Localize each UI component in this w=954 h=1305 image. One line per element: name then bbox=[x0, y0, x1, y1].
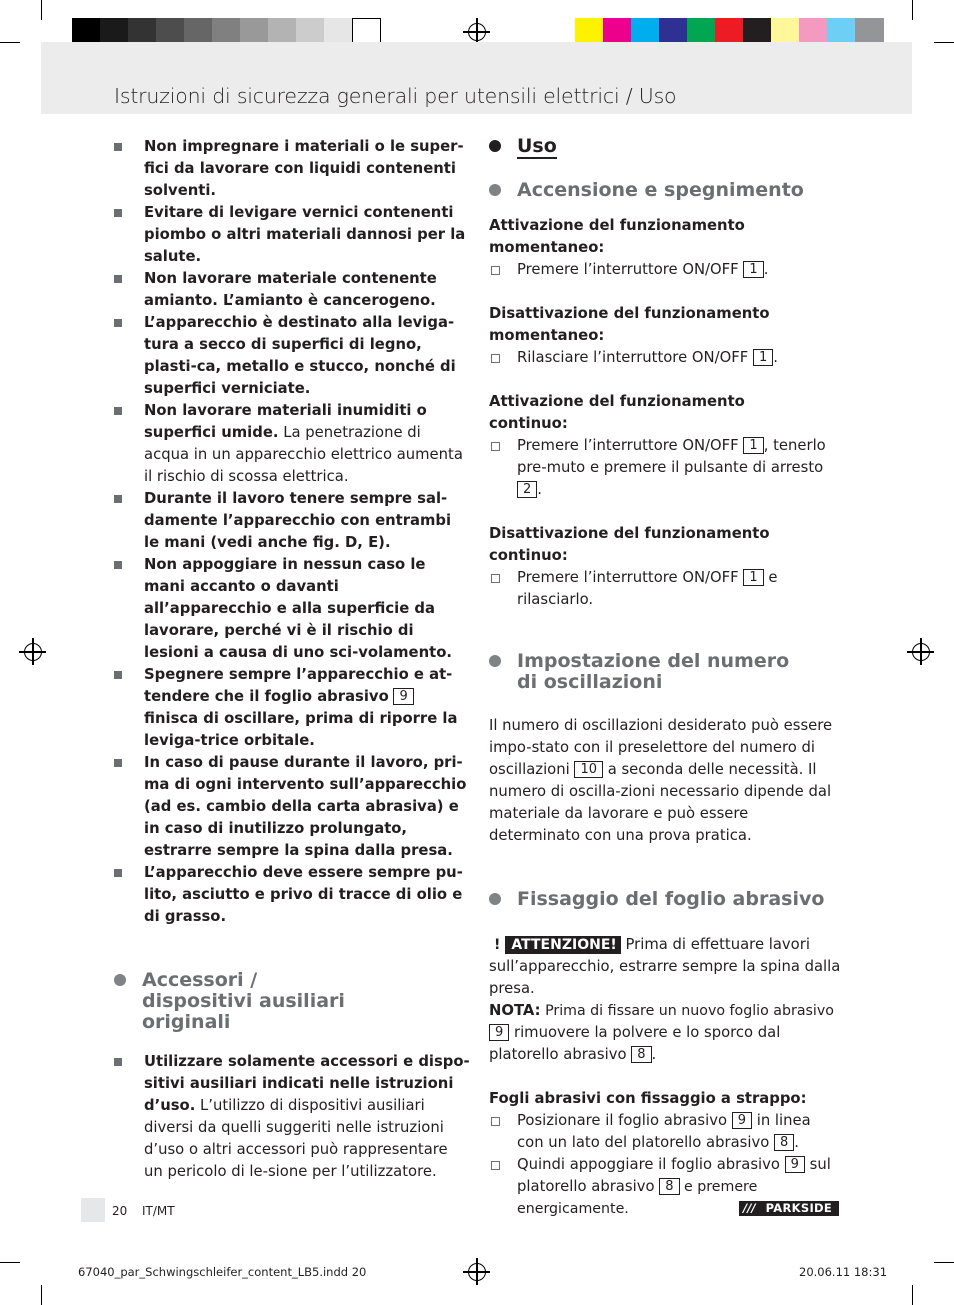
crop-mark bbox=[934, 1262, 954, 1263]
registration-mark-icon bbox=[24, 643, 42, 661]
page-number-box bbox=[81, 1198, 105, 1222]
crop-mark bbox=[934, 42, 954, 43]
instruction-title: Disattivazione del funzionamento momentaneo: bbox=[489, 305, 770, 344]
part-reference: 1 bbox=[743, 569, 763, 586]
part-reference: 8 bbox=[659, 1178, 679, 1195]
part-reference: 1 bbox=[743, 261, 763, 278]
part-reference: 10 bbox=[574, 761, 603, 778]
switch-instructions bbox=[489, 215, 841, 611]
section-heading-accessories: Accessori / dispositivi ausiliari originali bbox=[114, 970, 470, 1033]
list-item: L’apparecchio è destinato alla leviga-tura a secco di superfici di legno, plasti-ca, metallo e stucco, nonché di superfici verniciate. bbox=[114, 312, 470, 400]
bullet-dot-icon bbox=[489, 140, 501, 152]
list-item: Durante il lavoro tenere sempre sal-damente l’apparecchio con entrambi le mani (vedi anche fig. D, E). bbox=[114, 488, 470, 554]
brand-logo: /// PARKSIDE bbox=[739, 1201, 839, 1216]
list-item: Quindi appoggiare il foglio abrasivo 9 sul platorello abrasivo 8 e premere energicamente. bbox=[489, 1154, 841, 1220]
list-item: Premere l’interruttore ON/OFF 1 . bbox=[489, 259, 841, 281]
crop-mark bbox=[41, 0, 42, 20]
registration-mark-icon bbox=[468, 1263, 486, 1281]
square-bullet-icon bbox=[114, 407, 122, 415]
list-item: Rilasciare l’interruttore ON/OFF 1 . bbox=[489, 347, 841, 369]
part-reference: 1 bbox=[753, 349, 773, 366]
square-bullet-icon bbox=[114, 759, 122, 767]
checkbox-bullet-icon bbox=[491, 574, 500, 583]
oscillation-paragraph: Il numero di oscillazioni desiderato può essere impo-stato con il preselettore del numero di oscillazioni 10 a seconda delle necessità. Il numero di oscilla-zioni necessario dipende dal materiale da lavorare e può essere determinato con una prova pratica. bbox=[489, 717, 833, 844]
part-reference: 9 bbox=[732, 1112, 752, 1129]
section-heading-accensione: Accensione e spegnimento bbox=[489, 180, 841, 201]
bullet-dot-icon bbox=[114, 974, 126, 986]
warning-paragraph: ! ATTENZIONE! Prima di effettuare lavori sull’apparecchio, estrarre sempre la spina dalla presa. bbox=[489, 936, 841, 997]
part-reference: 8 bbox=[631, 1046, 651, 1063]
left-column bbox=[114, 136, 470, 1183]
square-bullet-icon bbox=[114, 143, 122, 151]
list-item: Spegnere sempre l’apparecchio e at-tendere che il foglio abrasivo 9 finisca di oscillare, prima di riporre la leviga-trice orbitale. bbox=[114, 664, 470, 752]
checkbox-bullet-icon bbox=[491, 1117, 500, 1126]
list-item: Evitare di levigare vernici contenenti piombo o altri materiali dannosi per la salute. bbox=[114, 202, 470, 268]
warning-badge: ! ATTENZIONE! bbox=[489, 936, 621, 954]
instruction-title: Disattivazione del funzionamento continuo: bbox=[489, 525, 770, 564]
list-item: Non appoggiare in nessun caso le mani accanto o davanti all’apparecchio e alla superficie da lavorare, perché vi è il rischio di lesioni a causa di uno sci-volamento. bbox=[114, 554, 470, 664]
registration-mark-icon bbox=[468, 23, 486, 41]
checkbox-bullet-icon bbox=[491, 442, 500, 451]
velcro-title: Fogli abrasivi con fissaggio a strappo: bbox=[489, 1090, 807, 1107]
checkbox-bullet-icon bbox=[491, 354, 500, 363]
square-bullet-icon bbox=[114, 671, 122, 679]
crop-mark bbox=[0, 42, 20, 43]
bullet-dot-icon bbox=[489, 184, 501, 196]
list-item: Non impregnare i materiali o le super-fici da lavorare con liquidi contenenti solventi. bbox=[114, 136, 470, 202]
list-item: Posizionare il foglio abrasivo 9 in linea con un lato del platorello abrasivo 8 . bbox=[489, 1110, 841, 1154]
list-item: Non lavorare materiali inumiditi o superfici umide. La penetrazione di acqua in un apparecchio elettrico aumenta il rischio di scossa elettrica. bbox=[114, 400, 470, 488]
square-bullet-icon bbox=[114, 1058, 122, 1066]
crop-mark bbox=[0, 1262, 20, 1263]
timestamp: 20.06.11 18:31 bbox=[799, 1265, 888, 1279]
list-item: Non lavorare materiale contenente amianto. L’amianto è cancerogeno. bbox=[114, 268, 470, 312]
instruction-title: Attivazione del funzionamento continuo: bbox=[489, 393, 745, 432]
list-item: Premere l’interruttore ON/OFF 1 e rilasciarlo. bbox=[489, 567, 841, 611]
list-item: In caso di pause durante il lavoro, pri-ma di ogni intervento sull’apparecchio (ad es. cambio della carta abrasiva) e in caso di inutilizzo prolungato, estrarre sempre la spina dalla presa. bbox=[114, 752, 470, 862]
right-column bbox=[489, 136, 841, 1220]
crop-mark bbox=[41, 1285, 42, 1305]
page-title: Istruzioni di sicurezza generali per utensili elettrici / Uso bbox=[114, 84, 677, 108]
part-reference: 8 bbox=[774, 1134, 794, 1151]
list-item: Utilizzare solamente accessori e dispo-sitivi ausiliari indicati nelle istruzioni d’uso. L’utilizzo di dispositivi ausiliari diversi da quelli suggeriti nelle istruzioni d’uso o altri accessori può rappresentare un pericolo di le-sione per l’utilizzatore. bbox=[114, 1051, 470, 1183]
safety-list bbox=[114, 136, 470, 928]
square-bullet-icon bbox=[114, 869, 122, 877]
checkbox-bullet-icon bbox=[491, 1161, 500, 1170]
locale-label: IT/MT bbox=[142, 1204, 175, 1218]
part-reference: 9 bbox=[393, 688, 413, 705]
square-bullet-icon bbox=[114, 495, 122, 503]
bullet-dot-icon bbox=[489, 893, 501, 905]
registration-mark-icon bbox=[912, 643, 930, 661]
part-reference: 1 bbox=[743, 437, 763, 454]
square-bullet-icon bbox=[114, 209, 122, 217]
part-reference: 9 bbox=[785, 1156, 805, 1173]
part-reference: 2 bbox=[517, 481, 537, 498]
page-number: 20 bbox=[112, 1204, 128, 1218]
file-info: 67040_par_Schwingschleifer_content_LB5.indd 20 bbox=[78, 1265, 367, 1279]
square-bullet-icon bbox=[114, 561, 122, 569]
crop-mark bbox=[912, 0, 913, 20]
warning-triangle-icon: ! bbox=[489, 936, 505, 954]
bullet-dot-icon bbox=[489, 655, 501, 667]
list-item: L’apparecchio deve essere sempre pu-lito, asciutto e privo di tracce di olio e di grasso. bbox=[114, 862, 470, 928]
square-bullet-icon bbox=[114, 275, 122, 283]
square-bullet-icon bbox=[114, 319, 122, 327]
crop-mark bbox=[912, 1285, 913, 1305]
part-reference: 9 bbox=[489, 1024, 509, 1041]
checkbox-bullet-icon bbox=[491, 266, 500, 275]
section-heading-oscillazioni: Impostazione del numero di oscillazioni bbox=[489, 651, 841, 693]
list-item: Premere l’interruttore ON/OFF 1 , tenerlo pre-muto e premere il pulsante di arresto 2 . bbox=[489, 435, 841, 501]
instruction-title: Attivazione del funzionamento momentaneo: bbox=[489, 217, 745, 256]
note-paragraph: NOTA: Prima di fissare un nuovo foglio abrasivo 9 rimuovere la polvere e lo sporco dal platorello abrasivo 8 . bbox=[489, 1002, 834, 1063]
section-heading-uso: Uso bbox=[489, 136, 841, 157]
section-heading-fissaggio: Fissaggio del foglio abrasivo bbox=[489, 889, 841, 910]
